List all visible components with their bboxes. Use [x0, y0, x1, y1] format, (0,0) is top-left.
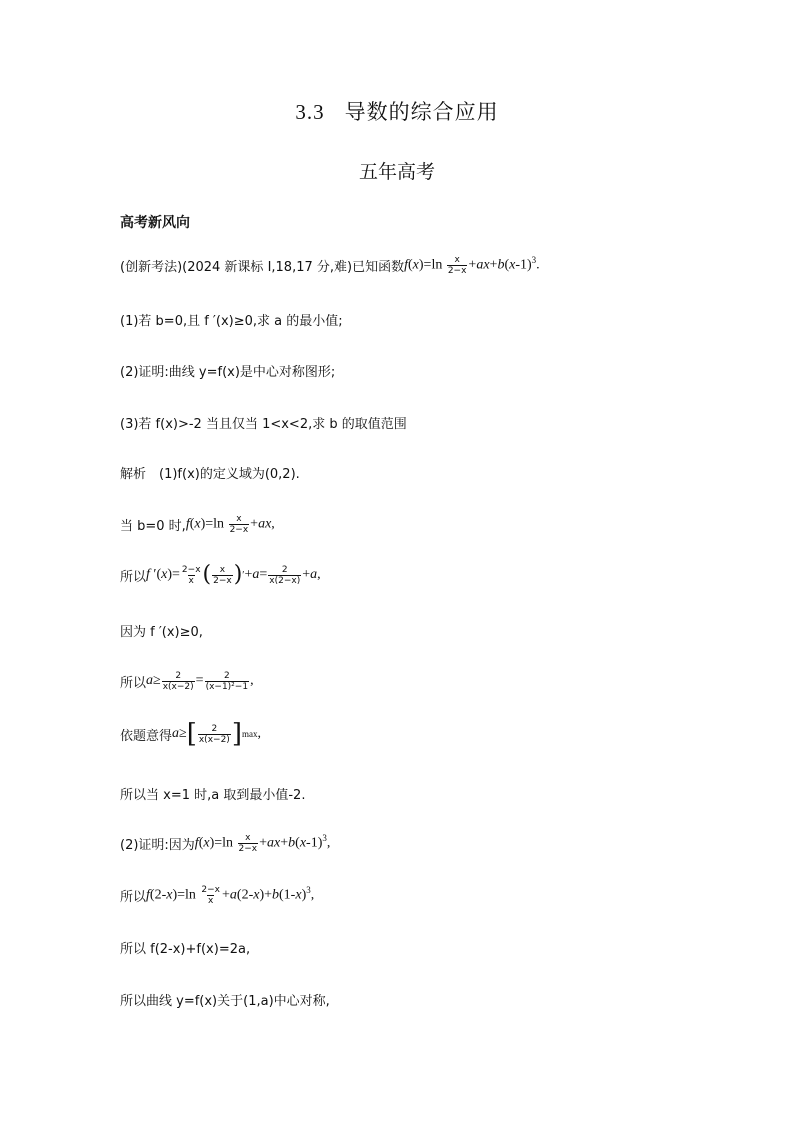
fraction: $\frac{x}{2-x}$	[238, 832, 258, 854]
solution-line-7: 所以当 x=1 时,a 取到最小值-2.	[120, 787, 306, 803]
solution-line-2: 当 b=0 时, f(x)=ln $\frac{x}{2-x}$ +ax,	[120, 513, 275, 535]
fraction: $\frac{2}{x(2-x)}$	[269, 564, 301, 586]
section-number: 3.3	[295, 100, 325, 124]
page-subtitle: 五年高考	[358, 161, 435, 183]
question-3: (3)若 f(x)>-2 当且仅当 1<x<2,求 b 的取值范围	[120, 416, 407, 432]
solution-line-4: 因为 f ′(x)≥0,	[120, 624, 203, 640]
fraction: $\frac{2-x}{x}$	[201, 884, 220, 906]
solution-line-9: 所以 f(2-x)=ln $\frac{2-x}{x}$ $+a(2-x)+b(1-x)^3$,	[120, 884, 315, 906]
function-definition: f(x)=ln $\frac{x}{2-x}$ $+ax+b(x-1)^3$.	[404, 254, 540, 276]
solution-line-6: 依题意得 a≥ [ $\frac{2}{x(x-2)}$ ] max ,	[120, 719, 261, 749]
problem-intro	[120, 252, 540, 278]
section-heading: 高考新风向	[120, 215, 190, 231]
solution-line-5: 所以 a≥ $\frac{2}{x(x-2)}$ = $\frac{2}{\text{(x−1)²−1}}$ ,	[120, 670, 254, 692]
question-2: (2)证明:曲线 y=f(x)是中心对称图形;	[120, 364, 336, 380]
fraction: $\frac{2}{\text{(x−1)²−1}}$	[205, 670, 249, 692]
chapter-title: 导数的综合应用	[344, 100, 499, 124]
fraction: $\frac{x}{2-x}$	[213, 564, 232, 586]
fraction: $\frac{x}{2-x}$	[229, 513, 249, 535]
solution-line-1: 解析 (1)f(x)的定义域为(0,2).	[120, 466, 300, 482]
solution-line-3: 所以 f ′(x)= $\frac{2-x}{x}$ ( $\frac{x}{2-x}$ ) ′ +a= $\frac{2}{x(2-x)}$ +a,	[120, 562, 321, 587]
fraction: $\frac{2-x}{x}$	[181, 564, 201, 586]
solution-line-11: 所以曲线 y=f(x)关于(1,a)中心对称,	[120, 993, 330, 1009]
problem-intro-text: (创新考法)(2024 新课标 Ⅰ,18,17 分,难)已知函数	[120, 259, 405, 275]
fraction: $\frac{x}{2-x}$	[447, 254, 467, 276]
question-1: (1)若 b=0,且 f ′(x)≥0,求 a 的最小值;	[120, 313, 343, 329]
fraction: $\frac{2}{x(x-2)}$	[162, 670, 194, 692]
solution-line-10: 所以 f(2-x)+f(x)=2a,	[120, 941, 251, 957]
page-title	[0, 96, 794, 126]
fraction: $\frac{2}{x(x-2)}$	[198, 723, 230, 745]
solution-line-8: (2)证明:因为 f(x)=ln $\frac{x}{2-x}$ $+ax+b(x-1)^3$,	[120, 832, 331, 854]
